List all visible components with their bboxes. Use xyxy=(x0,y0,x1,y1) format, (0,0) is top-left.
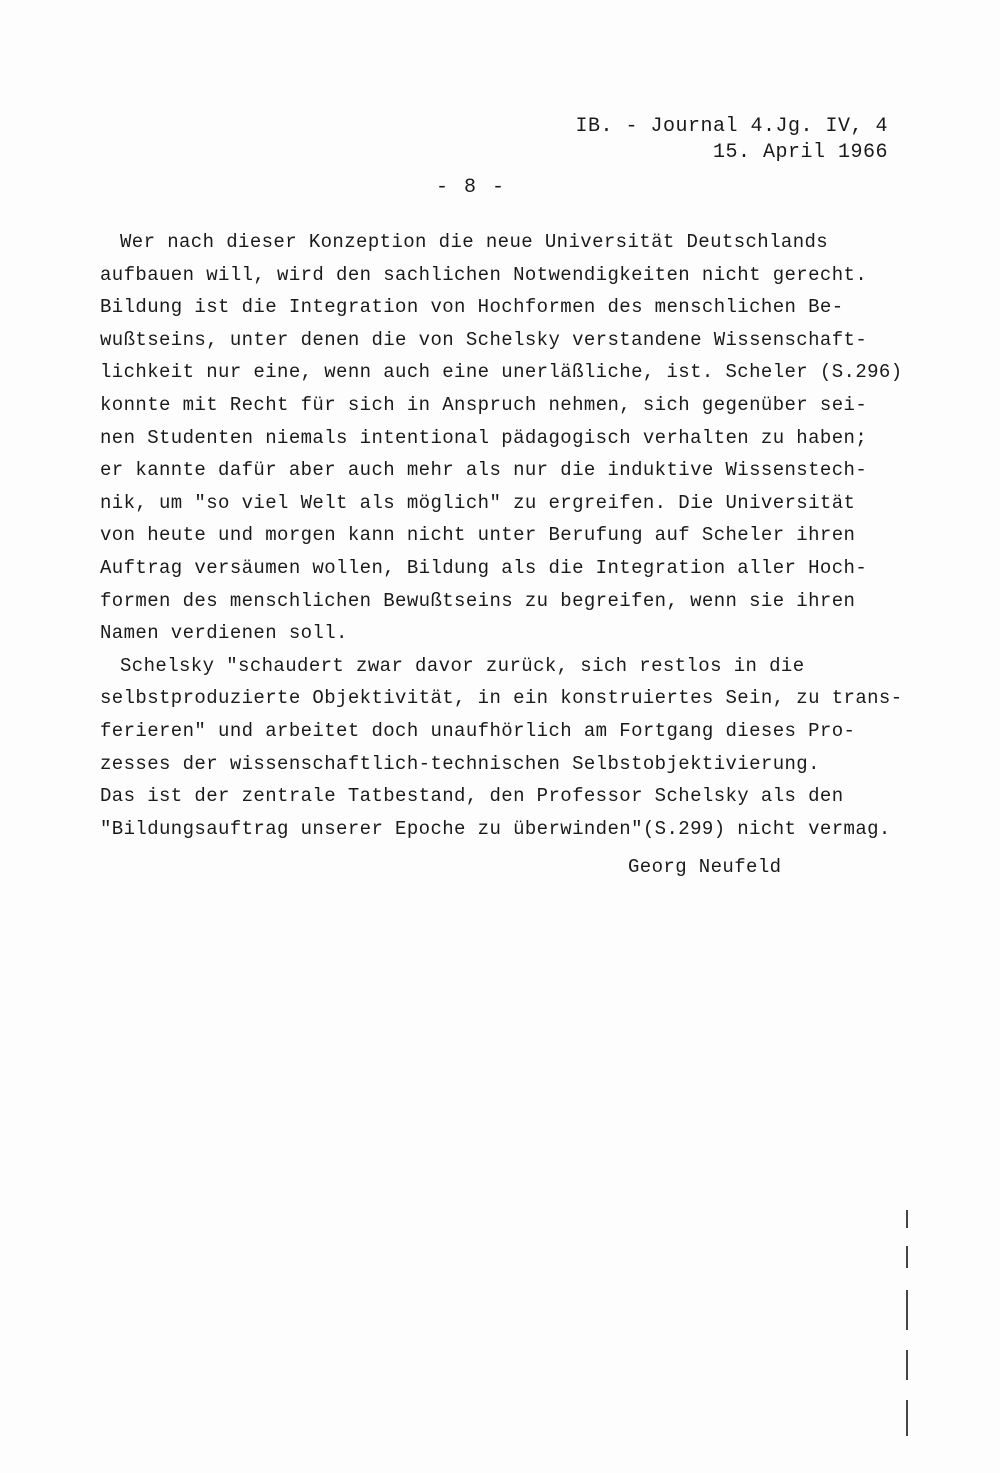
text-line: ferieren" und arbeitet doch unaufhörlich am Fortgang dieses Pro- xyxy=(100,719,856,742)
journal-reference: IB. - Journal 4.Jg. IV, 4 xyxy=(575,115,888,138)
page-number: - 8 - xyxy=(436,176,507,199)
text-line: von heute und morgen kann nicht unter Berufung auf Scheler ihren xyxy=(100,524,856,547)
text-line: formen des menschlichen Bewußtseins zu begreifen, wenn sie ihren xyxy=(100,589,856,612)
margin-mark xyxy=(906,1290,908,1330)
text-line: zesses der wissenschaftlich-technischen Selbstobjektivierung. xyxy=(100,752,820,775)
text-line: Das ist der zentrale Tatbestand, den Professor Schelsky als den xyxy=(100,785,844,808)
text-line: Wer nach dieser Konzeption die neue Universität Deutschlands xyxy=(120,231,829,253)
text-line: "Bildungsauftrag unserer Epoche zu überwinden"(S.299) nicht vermag. xyxy=(100,817,891,840)
journal-header xyxy=(575,114,888,166)
paragraph-1 xyxy=(100,226,903,650)
margin-mark xyxy=(906,1400,908,1436)
text-line: Auftrag versäumen wollen, Bildung als die Integration aller Hoch- xyxy=(100,556,868,579)
text-line: konnte mit Recht für sich in Anspruch nehmen, sich gegenüber sei- xyxy=(100,393,868,416)
text-line: lichkeit nur eine, wenn auch eine unerläßliche, ist. Scheler (S.296) xyxy=(100,361,903,384)
paragraph-2 xyxy=(100,650,903,846)
text-line: aufbauen will, wird den sachlichen Notwendigkeiten nicht gerecht. xyxy=(100,263,868,286)
issue-date: 15. April 1966 xyxy=(712,141,888,164)
text-line: nik, um "so viel Welt als möglich" zu ergreifen. Die Universität xyxy=(100,491,856,514)
text-line: Namen verdienen soll. xyxy=(100,622,348,645)
margin-mark xyxy=(906,1210,908,1228)
text-line: er kannte dafür aber auch mehr als nur die induktive Wissenstech- xyxy=(100,459,868,482)
text-line: Schelsky "schaudert zwar davor zurück, sich restlos in die xyxy=(120,654,805,677)
author-signature: Georg Neufeld xyxy=(628,856,782,878)
body-text xyxy=(100,226,903,845)
text-line: wußtseins, unter denen die von Schelsky verstandene Wissenschaft- xyxy=(100,328,868,351)
margin-mark xyxy=(906,1350,908,1380)
text-line: nen Studenten niemals intentional pädagogisch verhalten zu haben; xyxy=(100,426,868,449)
text-line: Bildung ist die Integration von Hochformen des menschlichen Be- xyxy=(100,296,844,319)
margin-mark xyxy=(906,1246,908,1268)
text-line: selbstproduzierte Objektivität, in ein konstruiertes Sein, zu trans- xyxy=(100,687,903,710)
